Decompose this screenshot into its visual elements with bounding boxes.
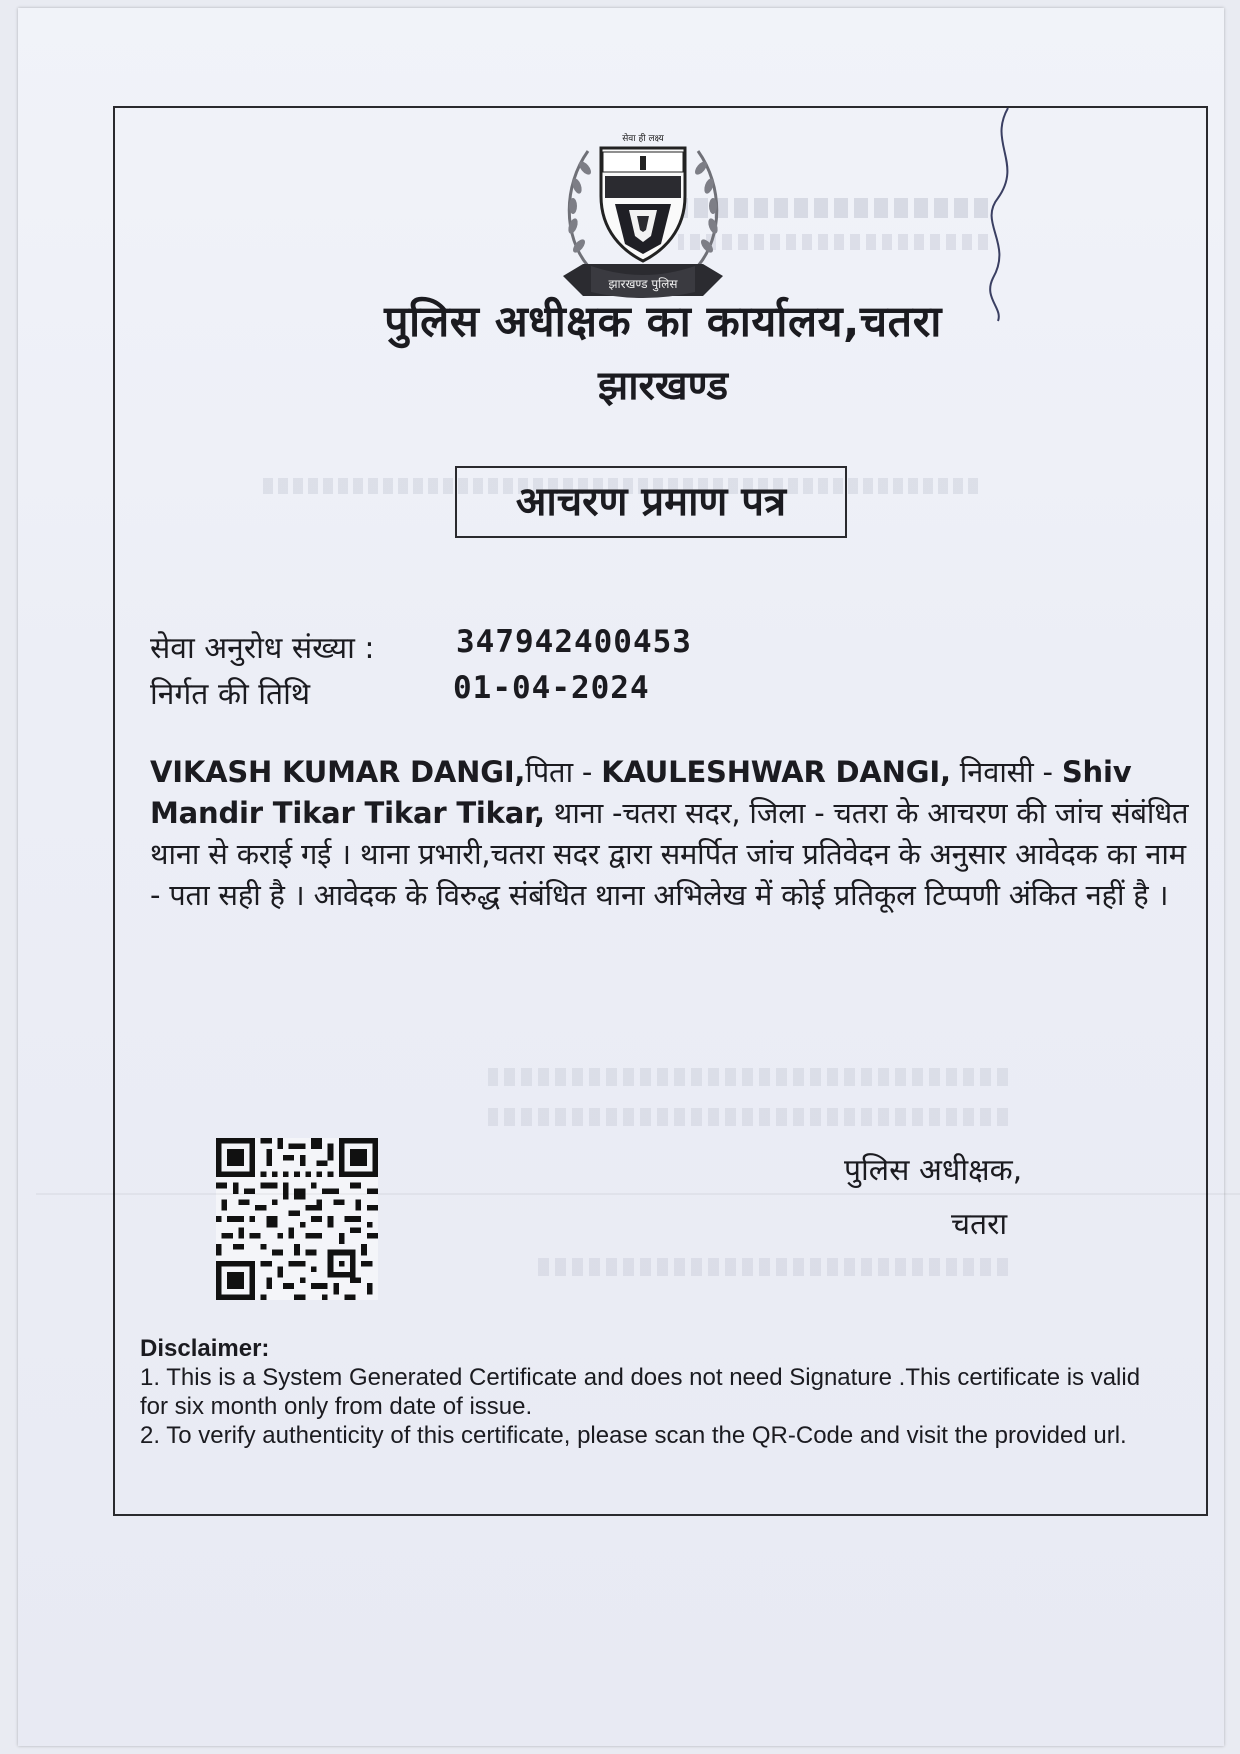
request-number-value: 347942400453 — [456, 624, 692, 660]
disclaimer-point-1: 1. This is a System Generated Certificate and does not need Signature .This certificate is valid for six month only from date of issue. — [140, 1364, 1141, 1420]
paper-fold — [36, 1193, 1240, 1195]
certificate-paper — [18, 8, 1224, 1746]
emblem-motto: सेवा ही लक्ष्य — [622, 134, 664, 144]
verification-qr-code[interactable] — [216, 1138, 378, 1300]
police-station: चतरा सदर, — [622, 796, 741, 830]
issue-date-label: निर्गत की तिथि — [150, 677, 311, 712]
signatory-designation: पुलिस अधीक्षक, — [844, 1153, 1023, 1188]
district-label: जिला - — [740, 796, 834, 830]
state-name: झारखण्ड — [597, 363, 729, 409]
certificate-title: आचरण प्रमाण पत्र — [455, 466, 847, 538]
disclaimer-point-2: 2. To verify authenticity of this certificate, please scan the QR-Code and visit the provided url. — [140, 1422, 1127, 1449]
request-number-label: सेवा अनुरोध संख्या : — [150, 631, 375, 666]
district: चतरा — [833, 796, 888, 830]
disclaimer-heading: Disclaimer: — [140, 1335, 270, 1362]
police-emblem-icon — [543, 126, 743, 306]
father-label: पिता - — [525, 755, 602, 789]
verification-statement: के आचरण की जांच संबंधित थाना से कराई गई । थाना प्रभारी,चतरा सदर द्वारा समर्पित जांच प्रतिवेदन के अनुसार आवेदक का नाम - पता सही है । आवेदक के विरुद्ध संबंधित थाना अभिलेख में कोई प्रतिकूल टिप्पणी अंकित नहीं है । — [150, 796, 1189, 912]
office-title: पुलिस अधीक्षक का कार्यालय,चतरा — [384, 297, 942, 347]
applicant-address: Shiv Mandir Tikar Tikar Tikar, — [150, 755, 1132, 830]
father-name: KAULESHWAR DANGI, — [601, 755, 951, 789]
certificate-body — [150, 752, 1200, 916]
disclaimer-section — [140, 1334, 1150, 1450]
signatory-place: चतरा — [951, 1207, 1008, 1242]
police-station-label: थाना - — [544, 796, 623, 830]
emblem-banner-text: झारखण्ड पुलिस — [608, 277, 678, 291]
resident-label: निवासी - — [950, 755, 1062, 789]
applicant-name: VIKASH KUMAR DANGI, — [150, 755, 526, 789]
issue-date-value: 01-04-2024 — [453, 670, 650, 706]
